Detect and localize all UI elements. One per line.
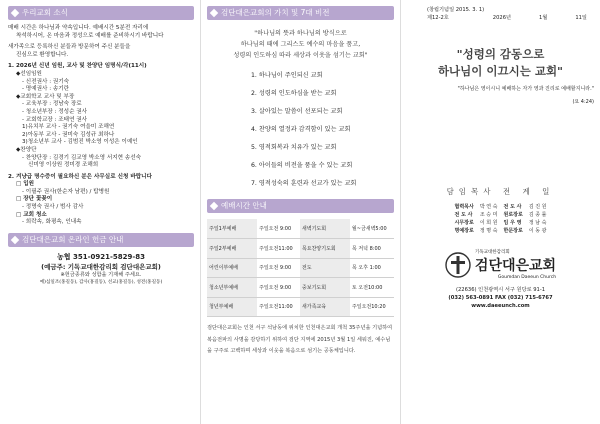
prayer-detail: - 이필주 권사(한순자 남편) / 탑병원 [22,188,110,195]
issue-day: 11일 [575,15,587,21]
staff-cell: 김 진 원 [528,204,547,210]
vision-list [207,67,394,193]
cross-flame-icon [445,252,471,278]
schedule-cell: 중보기도회 [300,278,350,298]
schedule-table [207,219,394,317]
church-logo [407,249,594,280]
schedule-cell: 주일오전 9:00 [257,258,300,278]
vision-statement: "하나님의 뜻과 하나님의 방식으로 [254,30,347,37]
staff-cell: 한문장로 [503,228,523,234]
appointment-line: 3)청소년부 교사 - 김범진 박소영 이성은 이예인 [22,139,138,146]
prayer-heading: □ 입원 [16,181,35,188]
vision-item: 3. 살아있는 말씀이 선포되는 교회 [251,108,343,115]
staff-cell: 명예장로 [454,228,474,234]
schedule-cell: 목 오후 1:00 [350,258,394,278]
schedule-cell: 어린이부예배 [207,258,257,278]
account-header: 검단대은교회 온라인 헌금 안내 [8,233,194,247]
schedule-cell: 주일2부예배 [207,239,257,259]
appointment-line: 1)유치부 교사 - 권기숙 여을미 조해연 [22,124,115,131]
cover-title: "성령의 감동으로 [456,47,545,61]
appointment-line: - 청소년부장 : 정성순 권사 [22,108,88,115]
schedule-header: 예배시간 안내 [207,199,394,213]
appointment-line: - 교육부장 : 정남숙 장로 [22,101,82,108]
news-line: 매배 시간은 하나님과 약속입니다. 예배시간 5분전 자리에 [8,25,149,31]
church-phone: (032) 563-0891 FAX (032) 715-6767 [448,295,553,301]
staff-cell: 전 도 사 [454,212,473,218]
schedule-row [207,297,394,317]
schedule-cell: 새벽기도회 [300,219,350,239]
vision-statement: 성령의 인도하심 따라 세상과 이웃을 섬기는 교회" [233,52,368,59]
prayer-heading: □ 교회 청소 [16,211,47,218]
appointment-line: - 신전권사 : 권기숙 [22,78,70,85]
appointment-line: ◆찬양단 [16,146,37,153]
schedule-cell: 청소년부예배 [207,278,257,298]
denomination: 기독교대한감리회 [474,250,510,255]
staff-cell: 조 승 미 [479,212,498,218]
vision-item: 2. 성령의 인도하심을 받는 교회 [251,90,337,97]
schedule-row [207,278,394,298]
staff-row [452,227,550,235]
staff-table [452,203,550,235]
staff-cell: 원로장로 [503,212,523,218]
prayer-detail: - 정명숙 권사 / 범사 감사 [22,204,84,211]
senior-pastor: 담임목사 전 계 일 [446,187,555,196]
church-website[interactable]: www.daeeunch.com [471,303,530,309]
staff-cell: 정 명 숙 [479,228,498,234]
news-line: 진심으로 환영합니다. [16,51,69,58]
schedule-cell: 새가족교육 [300,297,350,317]
appointment-line: - 교회학교장 : 조태연 권사 [22,116,88,123]
staff-cell: 시무장로 [454,220,474,226]
staff-cell: 협력목사 [454,204,474,210]
staff-cell: 이 희 원 [479,220,498,226]
schedule-cell: 전도 [300,258,350,278]
issue-month: 1월 [539,15,548,21]
issue-number: 제12-2호 [427,15,449,21]
prayer-note: 2. 겨냥급 명수증이 필요하신 분은 사무실로 신청 바랍니다 [8,173,152,180]
schedule-row [207,258,394,278]
vision-item: 6. 아이들의 비전을 품을 수 있는 교회 [251,162,353,169]
church-name-en: Goumdan Daeeun Church [497,275,557,280]
appointment-line: ◆교회학교 교사 및 부장 [16,93,75,100]
schedule-cell: 주일오전 9:00 [257,219,300,239]
staff-row [452,219,550,227]
staff-row [452,211,550,219]
cover-column [400,0,600,424]
news-header: 우리교회 소식 [8,6,194,20]
vision-item: 5. 영적회복과 치유가 있는 교회 [251,144,337,151]
schedule-cell: 월~금새벽5:00 [350,219,394,239]
church-intro: 검단대은교회는 인천 서구 석남동에 위치한 인천대은교회 개척 35주년을 기념하여 복음전파의 사명을 감당하기 위하여 검단 지역에 2015년 3월 1일 세워진, 예수님을 구주로 고백하며 세상과 이웃을 복음으로 섬기는 공동체입니다. [207,325,393,354]
schedule-cell: 주일오전 9:00 [257,278,300,298]
appointment-line: - 찬양단장 : 김경기 김교영 박소영 서지현 송선숙 [22,154,142,161]
account-number: 농협 351-0921-5829-83 [57,252,145,261]
schedule-cell: 목요찬양기도회 [300,239,350,259]
staff-cell: 이 동 광 [528,228,547,234]
appointment-line: 2)아동부 교사 - 권미숙 김성규 최하나 [22,131,115,138]
account-holder: (예금주: 기독교대한감리회 검단대은교회) [41,262,161,271]
vision-item: 1. 하나님이 주인되신 교회 [251,72,323,79]
account-note: ※헌금종류와 성함을 기재해 주세요. [60,271,142,278]
schedule-cell: 목 저녁 8:00 [350,239,394,259]
schedule-cell: 주일오전11:00 [257,239,300,259]
prayer-detail: - 희락속, 화평속, 인내속 [22,219,82,226]
prayer-list [8,181,194,227]
cover-title: 하나님이 이끄시는 교회" [437,64,564,78]
prayer-heading: □ 장단 꽃꽂이 [16,196,53,203]
issue-year: 2026년 [492,15,512,21]
staff-cell: 박 연 숙 [479,204,498,210]
appointment-line: - 명예권사 : 송기란 [22,86,70,93]
schedule-row [207,219,394,239]
schedule-cell: 주일1부예배 [207,219,257,239]
appointment-line: ◆선임임원 [16,70,42,77]
staff-cell: 임 우 영 [503,220,522,226]
bible-verse-ref: (요 4:24) [572,99,594,105]
schedule-cell: 주일오전11:00 [257,297,300,317]
vision-statement: 하나님의 때에 그리스도 예수의 마음을 품고, [240,41,361,48]
staff-row [452,203,550,211]
schedule-cell: 토 오전10:00 [350,278,394,298]
staff-cell: 정 남 숙 [528,220,547,226]
appointment-list [8,71,194,170]
news-line: 새가족으로 등록하신 분들과 방문하여 주신 분들을 [8,44,131,51]
news-column [0,0,200,424]
vision-column [200,0,400,424]
schedule-cell: 주일오전10:20 [350,297,394,317]
schedule-row [207,239,394,259]
appointment-title: 1. 2026년 신년 임원, 교사 및 찬양단 임명식/각(11시) [8,63,147,70]
vision-item: 7. 영적성숙의 훈련과 선교가 있는 교회 [251,180,357,187]
account-example: 예)십일조(홍길동), 감사(홍길동), 선교(홍길동), 성전(홍길동) [39,280,163,286]
staff-cell: 김 종 률 [528,212,547,218]
schedule-cell: 청년부예배 [207,297,257,317]
founded-date: (창립기념일 2015. 3. 1) [427,7,485,13]
staff-cell: 전 도 사 [503,204,522,210]
church-name: 검단대은교회 [474,258,557,274]
church-address: (22636) 인천광역시 서구 원당로 91-1 [455,287,546,293]
vision-header: 검단대은교회의 가치 및 7대 비전 [207,6,394,20]
vision-item: 4. 찬양의 열정과 감격함이 있는 교회 [251,126,351,133]
news-line: 착석하시어, 온 마음과 정성으로 예배를 준비하시기 바랍니다 [16,32,164,39]
appointment-line: 신미영 이상원 정미경 조해희 [28,162,99,169]
bible-verse: "하나님은 영이시니 예배하는 자가 영과 진리로 예배할지니라." [457,86,594,92]
